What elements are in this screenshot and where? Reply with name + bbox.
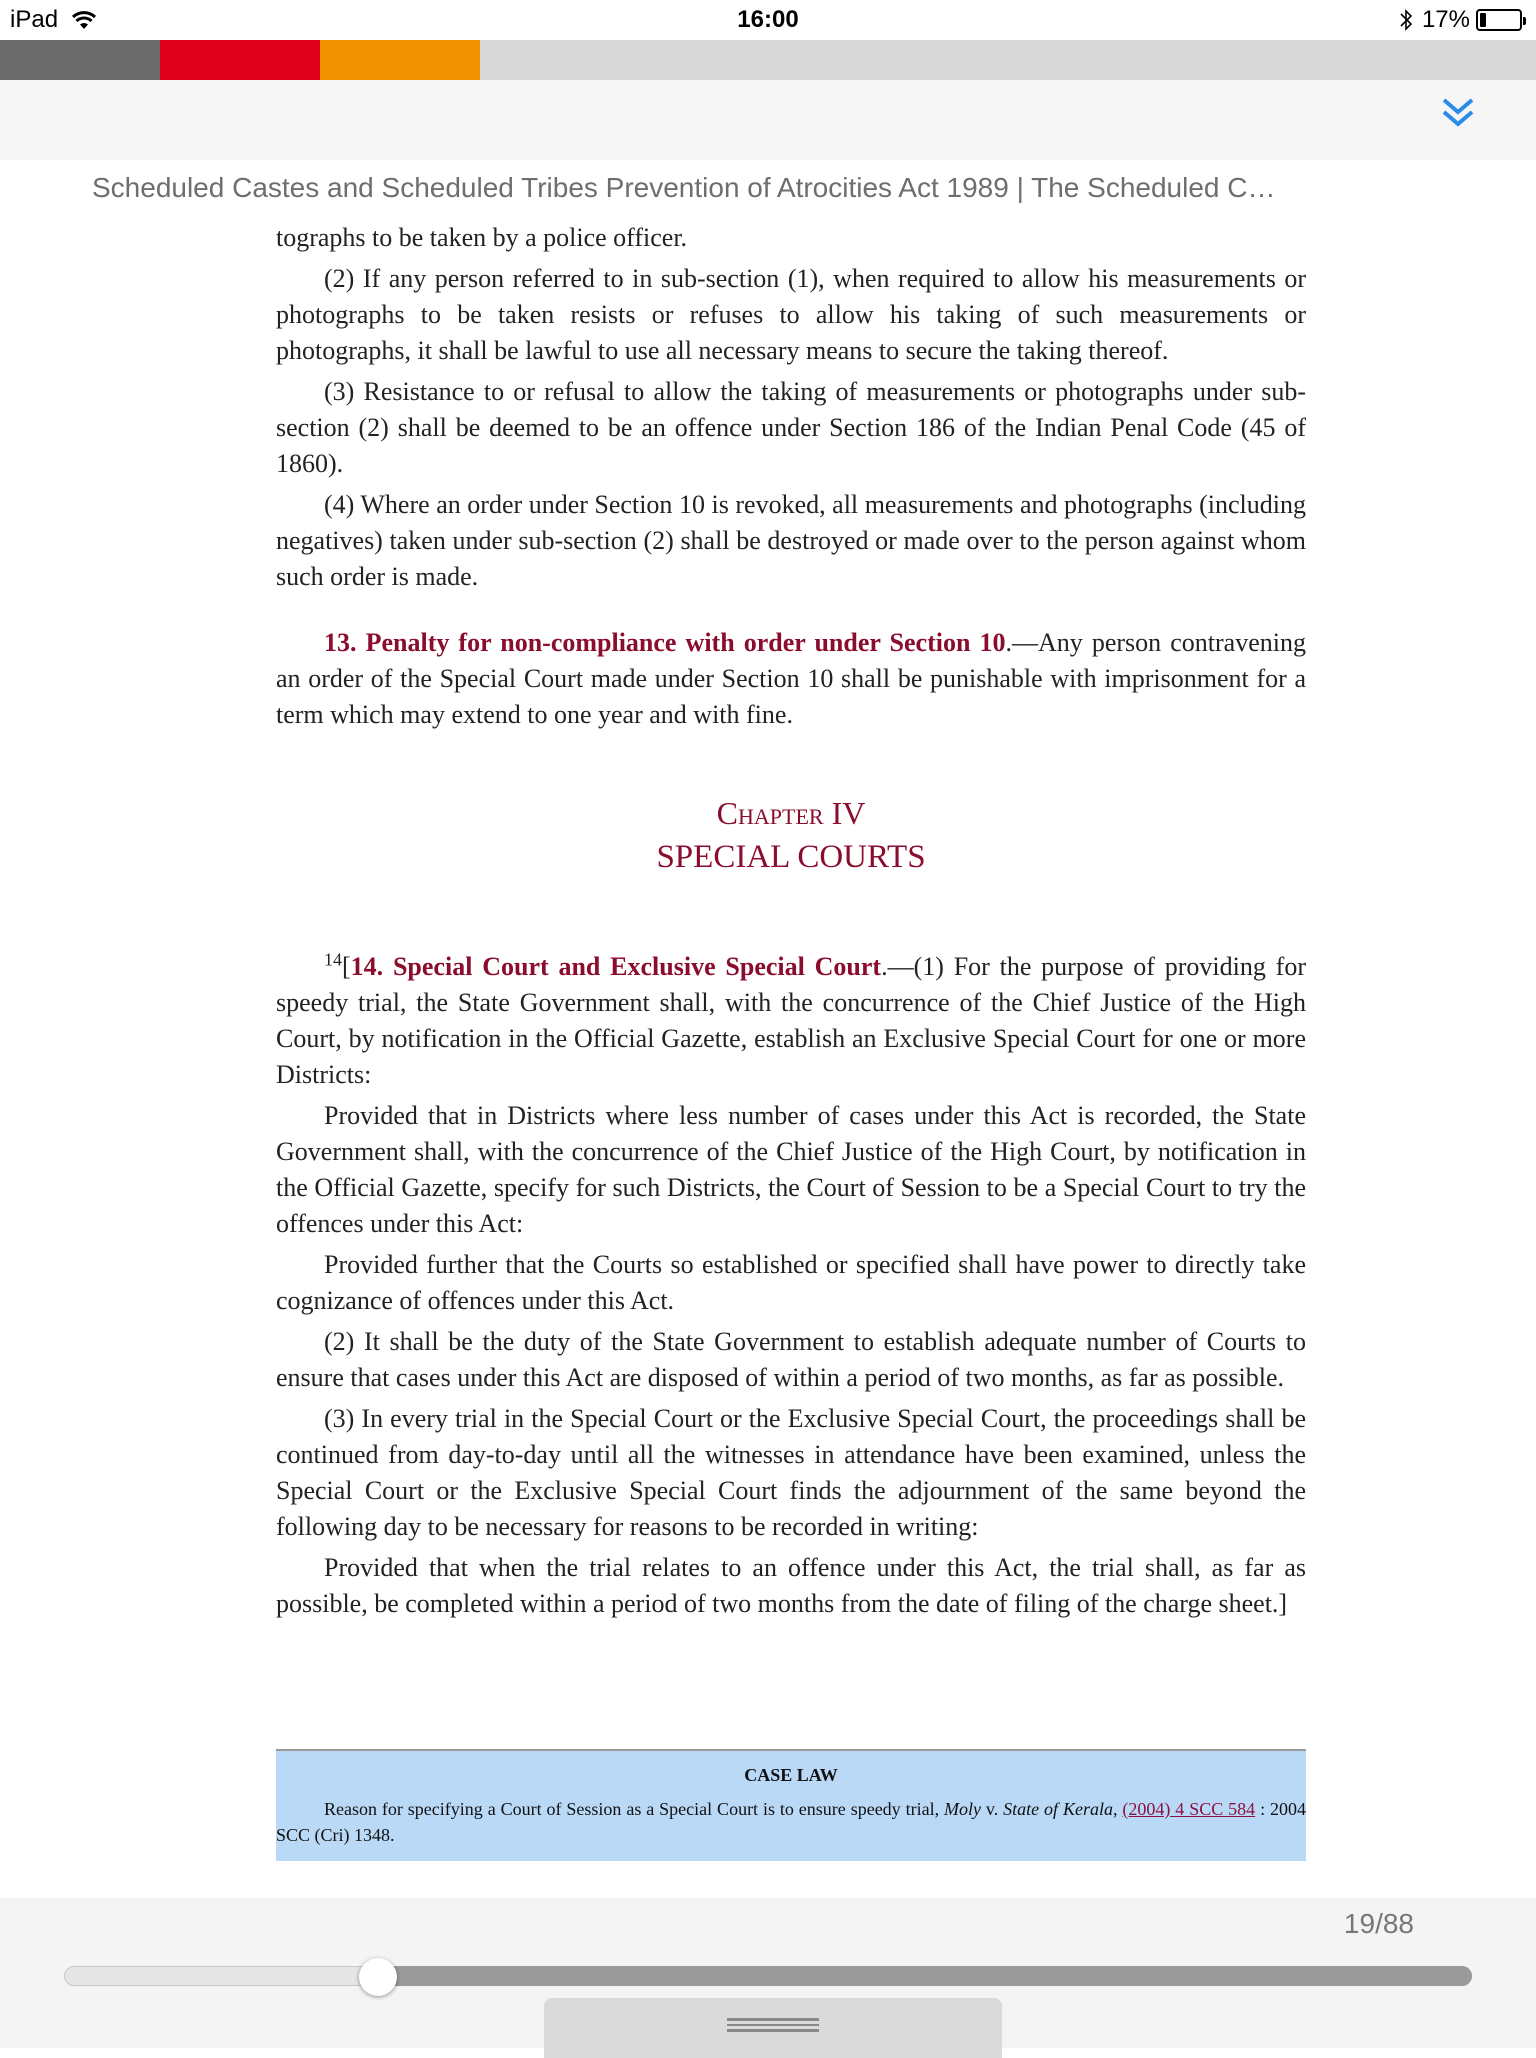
chevron-double-down-icon[interactable] bbox=[1438, 92, 1478, 132]
reader-toolbar bbox=[0, 80, 1536, 160]
chapter-title: SPECIAL COURTS bbox=[656, 839, 926, 875]
drawer-handle[interactable] bbox=[544, 1998, 1002, 2058]
section-text: .—(1) For the purpose of providing for speedy trial, the State Government shall, with the concurrence of the Chief Justice of the High Court, by notification in the Official Gazette, establish an Exclusive Special Court for one or more Districts: bbox=[276, 952, 1306, 1089]
case-law-heading: CASE LAW bbox=[744, 1765, 838, 1785]
color-strip bbox=[0, 40, 1536, 80]
status-bar bbox=[0, 0, 1536, 40]
paragraph: (2) If any person referred to in sub-section (1), when required to allow his measurements or photographs to be taken resists or refuses to allow his taking of such measurements or photographs, it shall be lawful to use all necessary means to secure the taking thereof. bbox=[276, 264, 1306, 365]
battery-icon bbox=[1476, 9, 1522, 31]
paragraph: Provided that in Districts where less number of cases under this Act is recorded, the State Government shall, with the concurrence of the Chief Justice of the High Court, by notification in the Official Gazette, specify for such Districts, the Court of Session to be a Special Court to try the offences under this Act: bbox=[276, 1101, 1306, 1238]
case-party-2: State of Kerala bbox=[1003, 1799, 1113, 1819]
footnote-ref[interactable]: 14 bbox=[324, 949, 342, 970]
paragraph: (4) Where an order under Section 10 is revoked, all measurements and photographs (including negatives) taken under sub-section (2) shall be destroyed or made over to the person against whom such order is made. bbox=[276, 490, 1306, 591]
chapter-number: IV bbox=[831, 795, 866, 831]
paragraph: (2) It shall be the duty of the State Government to establish adequate number of Courts to ensure that cases under this Act are disposed of within a period of two months, as far as possible. bbox=[276, 1327, 1306, 1392]
section-text: .—Any person contravening an order of the Special Court made under Section 10 shall be punishable with imprisonment for a term which may extend to one year and with fine. bbox=[276, 628, 1306, 729]
page-content bbox=[276, 220, 1306, 1627]
strip-segment-red bbox=[160, 40, 320, 80]
device-name: iPad bbox=[10, 6, 59, 33]
case-comma: , bbox=[1112, 1799, 1123, 1819]
strip-segment-dark bbox=[0, 40, 160, 80]
case-law-intro: Reason for specifying a Court of Session as a Special Court is to ensure speedy trial, bbox=[324, 1799, 944, 1819]
grip-icon bbox=[727, 2018, 819, 2032]
clock: 16:00 bbox=[737, 6, 799, 33]
status-right bbox=[1398, 6, 1522, 34]
case-versus: v. bbox=[980, 1799, 1004, 1819]
case-citation-tail: : 2004 SCC (Cri) 1348. bbox=[276, 1799, 1307, 1845]
paragraph: Provided further that the Courts so established or specified shall have power to directly take cognizance of offences under this Act. bbox=[276, 1250, 1306, 1315]
section-heading: 13. Penalty for non-compliance with order under Section 10 bbox=[324, 628, 1006, 657]
bluetooth-icon bbox=[1398, 8, 1414, 32]
case-law-text bbox=[276, 1796, 1306, 1848]
case-law-box bbox=[276, 1749, 1306, 1861]
paragraph: tographs to be taken by a police officer. bbox=[276, 223, 688, 252]
page-slider-fill bbox=[380, 1966, 1472, 1986]
paragraph: (3) Resistance to or refusal to allow the taking of measurements or photographs under sub-section (2) shall be deemed to be an offence under Section 186 of the Indian Penal Code (45 of 1860). bbox=[276, 377, 1306, 478]
strip-segment-orange bbox=[320, 40, 480, 80]
chapter-label: Chapter bbox=[716, 795, 824, 831]
bracket: [ bbox=[342, 952, 351, 981]
section-13 bbox=[276, 625, 1306, 733]
battery-percent: 17% bbox=[1421, 6, 1470, 33]
page-indicator: 19/88 bbox=[1343, 1908, 1414, 1939]
citation-link[interactable]: (2004) 4 SCC 584 bbox=[1122, 1799, 1256, 1819]
paragraph: Provided that when the trial relates to an offence under this Act, the trial shall, as far as possible, be completed within a period of two months from the date of filing of the charge sheet.] bbox=[276, 1553, 1306, 1618]
case-party-1: Moly bbox=[944, 1799, 981, 1819]
document-title: Scheduled Castes and Scheduled Tribes Prevention of Atrocities Act 1989 | The Scheduled C… bbox=[92, 172, 1276, 203]
chapter-heading bbox=[276, 791, 1306, 879]
paragraph: (3) In every trial in the Special Court or the Exclusive Special Court, the proceedings shall be continued from day-to-day until all the witnesses in attendance have been examined, unless the Special Court or the Exclusive Special Court finds the adjournment of the same beyond the following day to be necessary for reasons to be recorded in writing: bbox=[276, 1404, 1306, 1541]
page-slider-thumb[interactable] bbox=[359, 1958, 397, 1996]
section-heading: 14. Special Court and Exclusive Special Court bbox=[350, 952, 882, 981]
section-14 bbox=[276, 949, 1306, 1093]
